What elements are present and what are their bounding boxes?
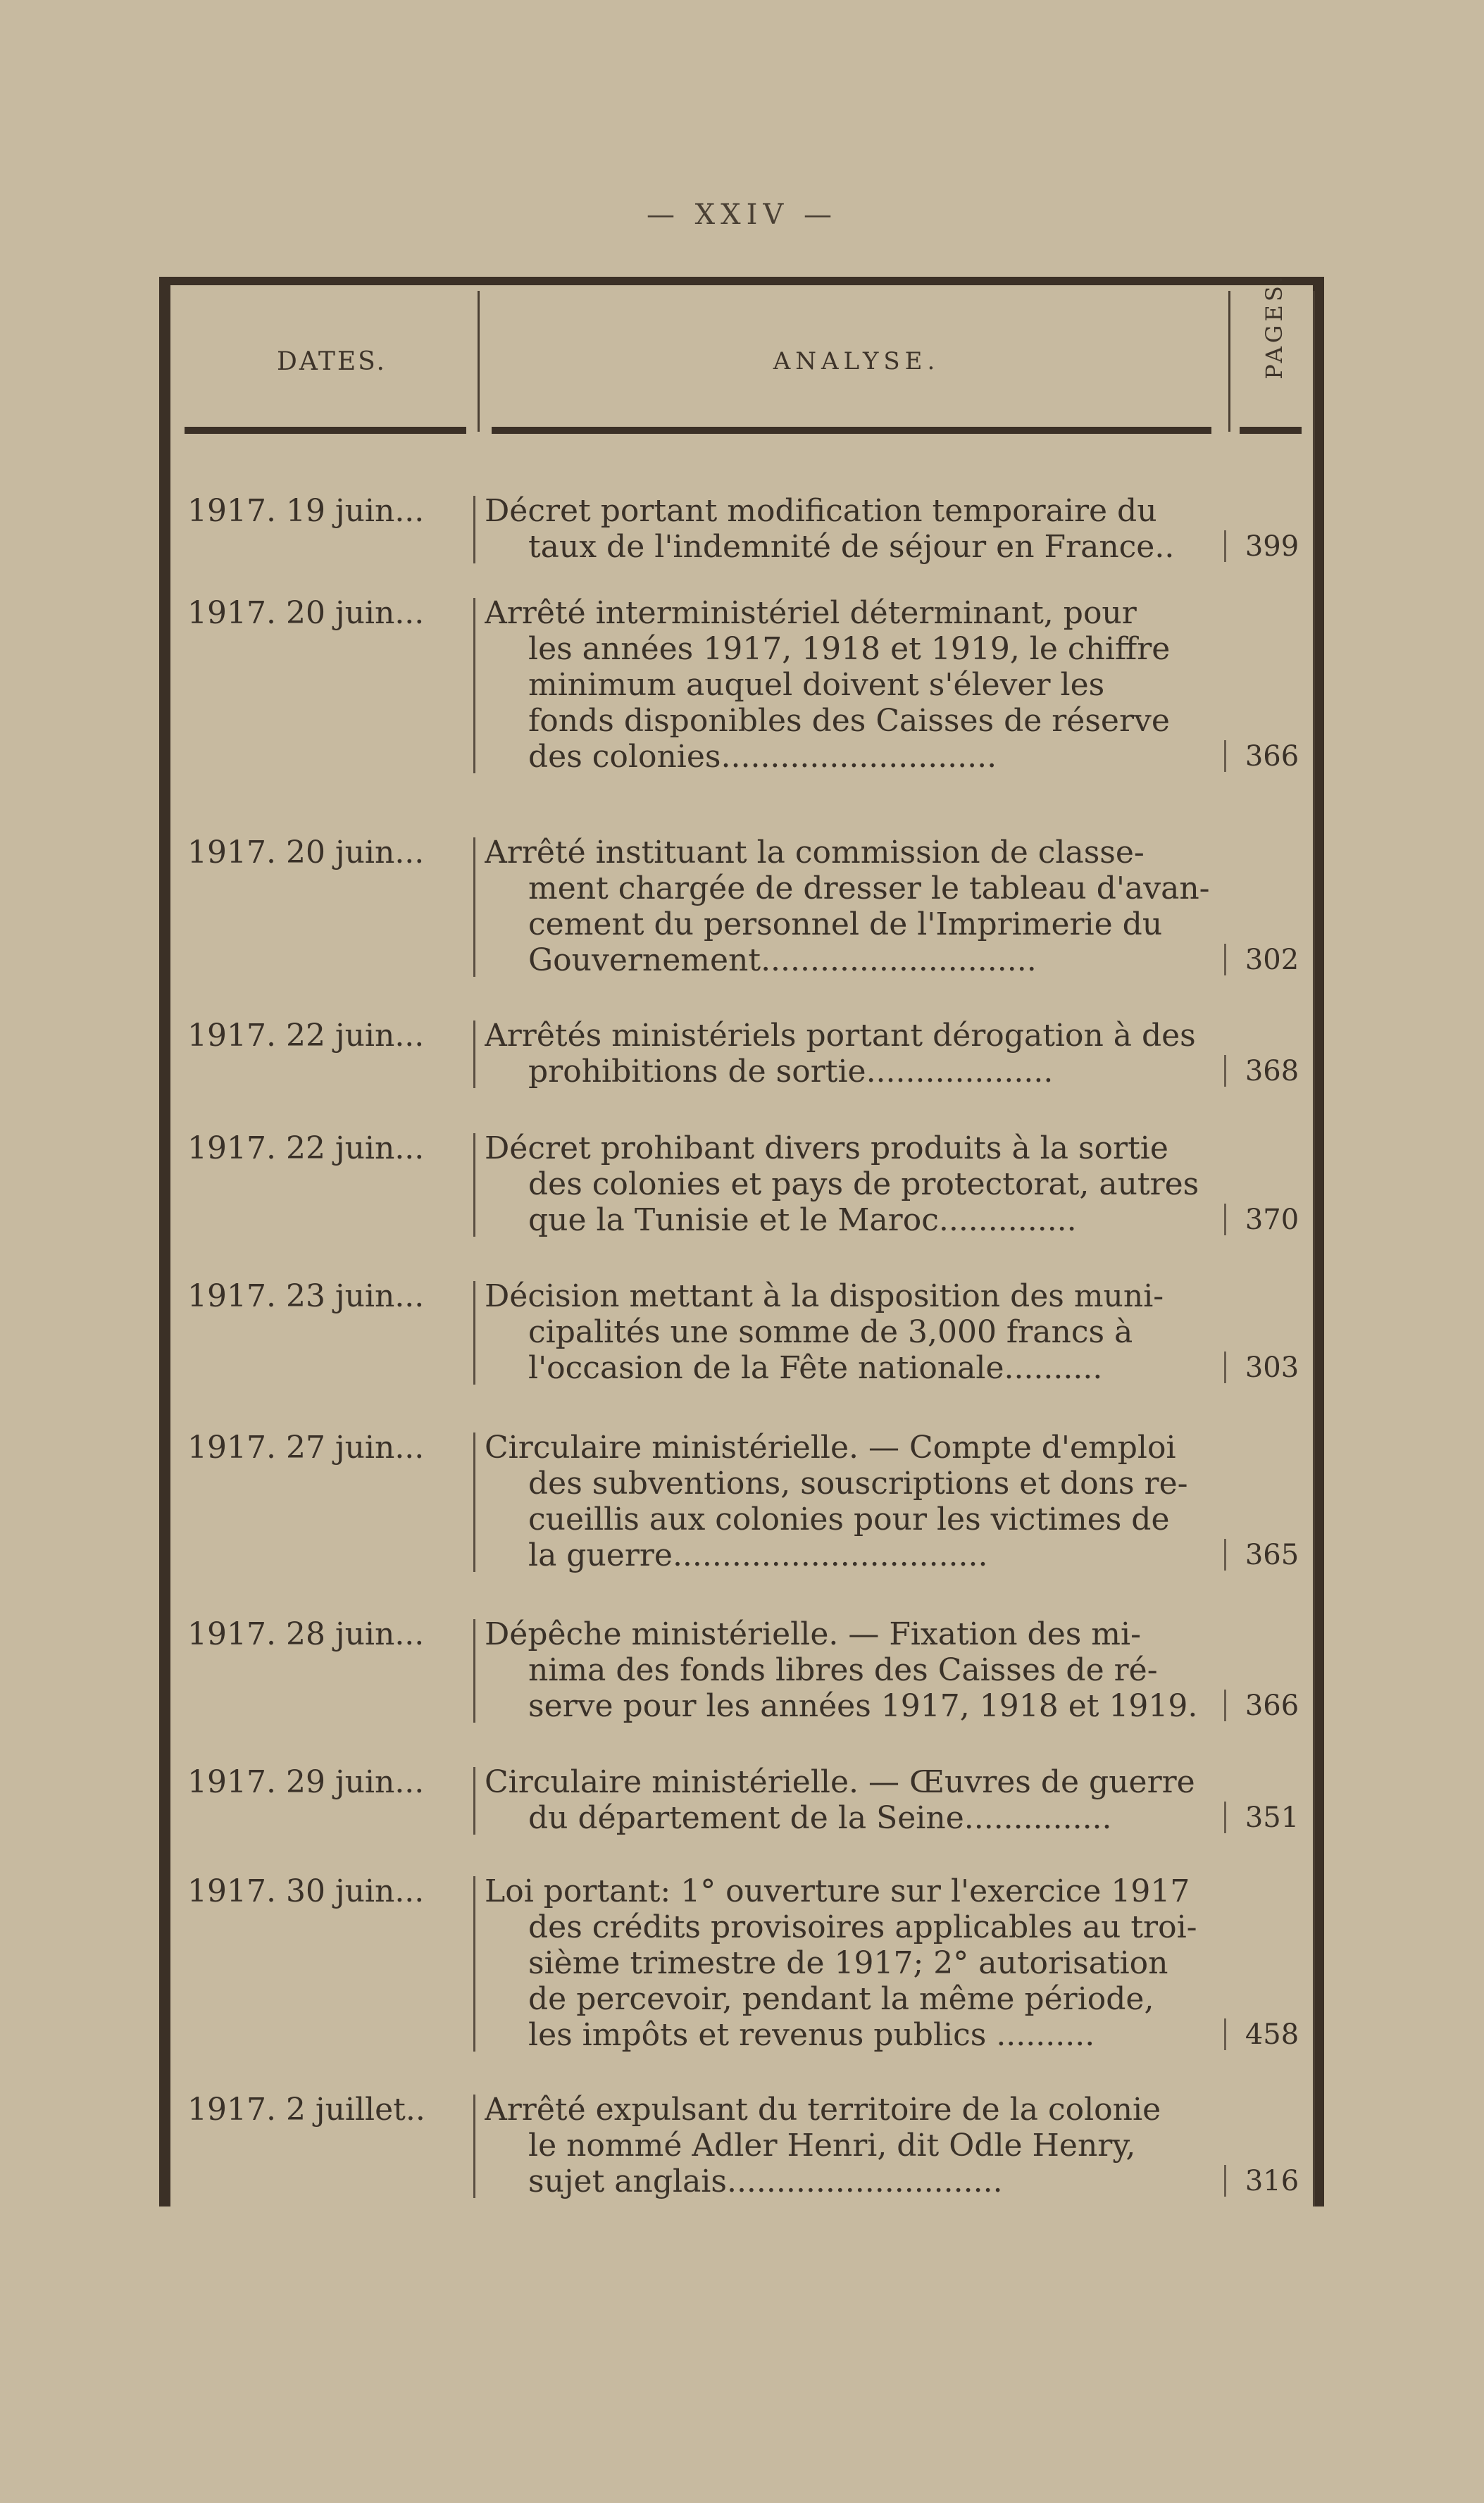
header-analyse: ANALYSE.: [773, 347, 940, 375]
header-pages-label: PAGES.: [1261, 273, 1287, 380]
analysis-line: ment chargée de dresser le tableau d'avan-: [528, 870, 1210, 906]
entry-analysis: [485, 1764, 1210, 1836]
entry-bracket: [473, 1020, 475, 1088]
page-number: — XXIV —: [646, 199, 838, 231]
analysis-line: Circulaire ministérielle. — Compte d'emploi: [485, 1430, 1176, 1466]
entry-bracket: [473, 1281, 475, 1385]
entry-page: 399: [1245, 530, 1299, 563]
entry-analysis: [485, 493, 1210, 565]
entry-analysis: [485, 2092, 1210, 2199]
entry-date: 1917. 20 juin...: [187, 835, 425, 870]
analysis-line: Gouvernement............................: [528, 942, 1037, 978]
analysis-line: Arrêté interministériel déterminant, pour: [485, 595, 1137, 631]
analysis-line: cueillis aux colonies pour les victimes de: [528, 1502, 1170, 1537]
analysis-line: taux de l'indemnité de séjour en France..: [528, 529, 1175, 565]
page-bracket: [1224, 1539, 1226, 1571]
analysis-line: sième trimestre de 1917; 2° autorisation: [528, 1945, 1168, 1981]
analysis-line: la guerre................................: [528, 1537, 988, 1573]
analysis-line: le nommé Adler Henri, dit Odle Henry,: [528, 2128, 1136, 2164]
entry-page: 366: [1245, 1690, 1299, 1722]
page-bracket: [1224, 2018, 1226, 2050]
entry-analysis: [485, 1130, 1210, 1238]
analysis-line: les impôts et revenus publics ..........: [528, 2017, 1095, 2053]
entry-analysis: [485, 1873, 1210, 2053]
entry-date: 1917. 29 juin...: [187, 1764, 425, 1800]
analysis-line: Arrêté expulsant du territoire de la colonie: [485, 2092, 1161, 2128]
page-bracket: [1224, 1204, 1226, 1235]
entry-date: 1917. 30 juin...: [187, 1873, 425, 1909]
analysis-line: les années 1917, 1918 et 1919, le chiffre: [528, 631, 1171, 667]
header-rule: [492, 427, 1211, 434]
column-separator: [478, 291, 480, 432]
entry-page: 316: [1245, 2165, 1299, 2197]
header-dates: DATES.: [276, 347, 387, 376]
analysis-line: l'occasion de la Fête nationale..........: [528, 1350, 1103, 1386]
entry-analysis: [485, 1616, 1210, 1724]
entry-page: 303: [1245, 1352, 1299, 1384]
entry-date: 1917. 28 juin...: [187, 1616, 425, 1652]
entry-page: 370: [1245, 1204, 1299, 1236]
analysis-line: nima des fonds libres des Caisses de ré-: [528, 1652, 1158, 1688]
analysis-line: minimum auquel doivent s'élever les: [528, 667, 1105, 703]
analysis-line: cement du personnel de l'Imprimerie du: [528, 906, 1163, 942]
analysis-line: des crédits provisoires applicables au troi-: [528, 1909, 1197, 1945]
entry-date: 1917. 19 juin...: [187, 493, 425, 529]
analysis-line: serve pour les années 1917, 1918 et 1919.: [528, 1688, 1198, 1724]
entry-analysis: [485, 1018, 1210, 1090]
entry-bracket: [473, 837, 475, 977]
top-rule: [169, 277, 1324, 285]
analysis-line: Décret portant modification temporaire du: [485, 493, 1157, 529]
page-bracket: [1224, 2165, 1226, 2197]
entry-analysis: [485, 1278, 1210, 1386]
entry-page: 366: [1245, 740, 1299, 773]
page-bracket: [1224, 530, 1226, 562]
analysis-line: Arrêtés ministériels portant dérogation à des: [485, 1018, 1196, 1054]
entry-date: 1917. 2 juillet..: [187, 2092, 425, 2128]
entry-page: 351: [1245, 1802, 1299, 1834]
entry-date: 1917. 23 juin...: [187, 1278, 425, 1314]
header-rule: [185, 427, 466, 434]
analysis-line: des colonies et pays de protectorat, autres: [528, 1166, 1199, 1202]
entry-bracket: [473, 1767, 475, 1835]
analysis-line: de percevoir, pendant la même période,: [528, 1981, 1154, 2017]
analysis-line: prohibitions de sortie...................: [528, 1054, 1054, 1090]
analysis-line: Dépêche ministérielle. — Fixation des mi-: [485, 1616, 1141, 1652]
analysis-line: des subventions, souscriptions et dons re-: [528, 1466, 1188, 1502]
entry-bracket: [473, 1133, 475, 1237]
analysis-line: Circulaire ministérielle. — Œuvres de guerre: [485, 1764, 1195, 1800]
entry-bracket: [473, 496, 475, 563]
entry-bracket: [473, 1619, 475, 1723]
page-bracket: [1224, 1690, 1226, 1721]
entry-analysis: [485, 1430, 1210, 1573]
column-separator: [1228, 291, 1230, 432]
page-bracket: [1224, 1802, 1226, 1833]
entry-date: 1917. 22 juin...: [187, 1018, 425, 1054]
entry-bracket: [473, 2095, 475, 2198]
analysis-line: sujet anglais............................: [528, 2164, 1003, 2199]
entry-page: 458: [1245, 2018, 1299, 2051]
page-bracket: [1224, 1352, 1226, 1383]
page-bracket: [1224, 1055, 1226, 1087]
page-bracket: [1224, 740, 1226, 772]
left-rule: [159, 277, 170, 2206]
header-rule: [1240, 427, 1302, 434]
entry-bracket: [473, 598, 475, 773]
analysis-line: des colonies............................: [528, 739, 997, 775]
analysis-line: fonds disponibles des Caisses de réserve: [528, 703, 1170, 739]
entry-page: 368: [1245, 1055, 1299, 1087]
analysis-line: que la Tunisie et le Maroc..............: [528, 1202, 1077, 1238]
entry-analysis: [485, 835, 1210, 978]
header-pages: [1239, 249, 1309, 404]
column-separator: [1313, 291, 1315, 2206]
entry-page: 365: [1245, 1539, 1299, 1571]
page-bracket: [1224, 944, 1226, 975]
entry-analysis: [485, 595, 1210, 775]
entry-bracket: [473, 1432, 475, 1572]
entry-date: 1917. 27 juin...: [187, 1430, 425, 1466]
analysis-line: Décision mettant à la disposition des muni-: [485, 1278, 1164, 1314]
analysis-line: du département de la Seine...............: [528, 1800, 1112, 1836]
entry-date: 1917. 22 juin...: [187, 1130, 425, 1166]
analysis-line: Décret prohibant divers produits à la sortie: [485, 1130, 1168, 1166]
analysis-line: cipalités une somme de 3,000 francs à: [528, 1314, 1133, 1350]
entry-bracket: [473, 1876, 475, 2052]
entry-page: 302: [1245, 944, 1299, 976]
analysis-line: Loi portant: 1° ouverture sur l'exercice 1917: [485, 1873, 1190, 1909]
entry-date: 1917. 20 juin...: [187, 595, 425, 631]
analysis-line: Arrêté instituant la commission de classe-: [485, 835, 1145, 870]
